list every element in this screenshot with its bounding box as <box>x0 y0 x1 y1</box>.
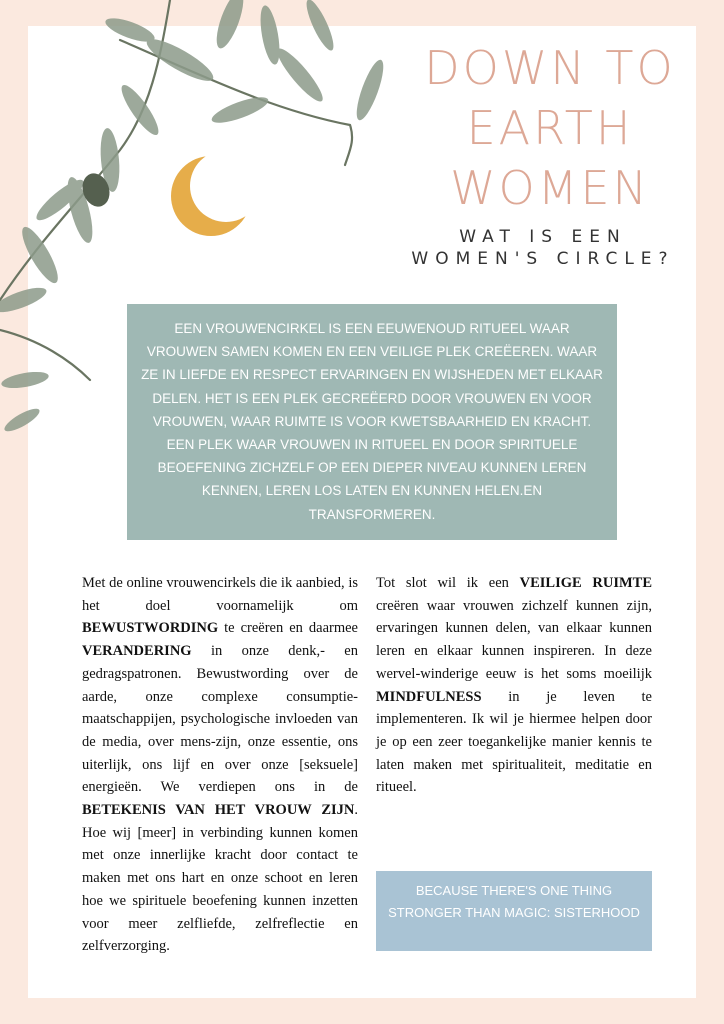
paragraph-text: in je leven te implementeren. Ik wil je hiermee helpen door je op een zeer toegankelijke manier kennis te laten maken met spiritualiteit, meditatie en ritueel. <box>376 688 652 796</box>
emphasis-text: VERANDERING <box>82 643 192 660</box>
crescent-moon-icon <box>166 146 256 246</box>
subtitle-line: WAT IS EEN <box>459 227 627 247</box>
emphasis-text: BETEKENIS VAN HET VROUW ZIJN <box>82 802 355 819</box>
paragraph-text: . Hoe wij [meer] in verbinding kunnen komen met onze innerlijke kracht door contact te maken met ons hart en onze schoot en leren hoe we spirituele beoefening kunnen inzetten voor meer zelfliefde, zelfreflectie en zelfverzorging. <box>82 802 358 955</box>
subtitle-line: WOMEN'S CIRCLE? <box>411 249 675 269</box>
right-text-column <box>376 572 652 799</box>
title-line: WOMEN <box>450 161 650 215</box>
quote-box: BECAUSE THERE'S ONE THING STRONGER THAN MAGIC: SISTERHOOD <box>376 871 652 951</box>
paragraph-text: te creëren en daarmee <box>218 620 358 637</box>
emphasis-text: BEWUSTWORDING <box>82 620 219 637</box>
paragraph-text: in onze denk,- en gedragspatronen. Bewustwording over de aarde, onze complexe consumptie-maatschappijen, psychologische invloeden van de media, over mens-zijn, onze essentie, ons uiterlijk, ons lijf en over onze [seksuele] energieën. We verdiepen ons in de <box>82 643 358 796</box>
page-subtitle <box>384 226 702 270</box>
paragraph-text: Tot slot wil ik een <box>376 575 520 591</box>
title-line: DOWN TO <box>424 41 676 95</box>
title-line: EARTH <box>466 101 634 155</box>
emphasis-text: VEILIGE RUIMTE <box>519 575 652 591</box>
intro-box: EEN VROUWENCIRKEL IS EEN EEUWENOUD RITUEEL WAAR VROUWEN SAMEN KOMEN EN EEN VEILIGE PLEK CREËEREN. WAAR ZE IN LIEFDE EN RESPECT ERVARINGEN EN WIJSHEDEN MET ELKAAR DELEN. HET IS EEN PLEK GECREËERD DOOR VROUWEN EN VOOR VROUWEN, WAAR RUIMTE IS VOOR KWETSBAARHEID EN KRACHT. EEN PLEK WAAR VROUWEN IN RITUEEL EN DOOR SPIRITUELE BEOEFENING ZICHZELF OP EEN DIEPER NIVEAU KUNNEN LEREN KENNEN, LEREN LOS LATEN EN KUNNEN HELEN.EN TRANSFORMEREN. <box>127 304 617 540</box>
page-title <box>400 38 700 218</box>
emphasis-text: MINDFULNESS <box>376 688 482 705</box>
left-text-column <box>82 572 358 958</box>
paragraph-text: Met de online vrouwencirkels die ik aanbied, is het doel voornamelijk om <box>82 575 358 614</box>
paragraph-text: creëren waar vrouwen zichzelf kunnen zijn, ervaringen kunnen delen, van elkaar kunnen leren en elkaar kunnen inspireren. In deze wervel-winderige eeuw is het soms moeilijk <box>376 597 652 682</box>
